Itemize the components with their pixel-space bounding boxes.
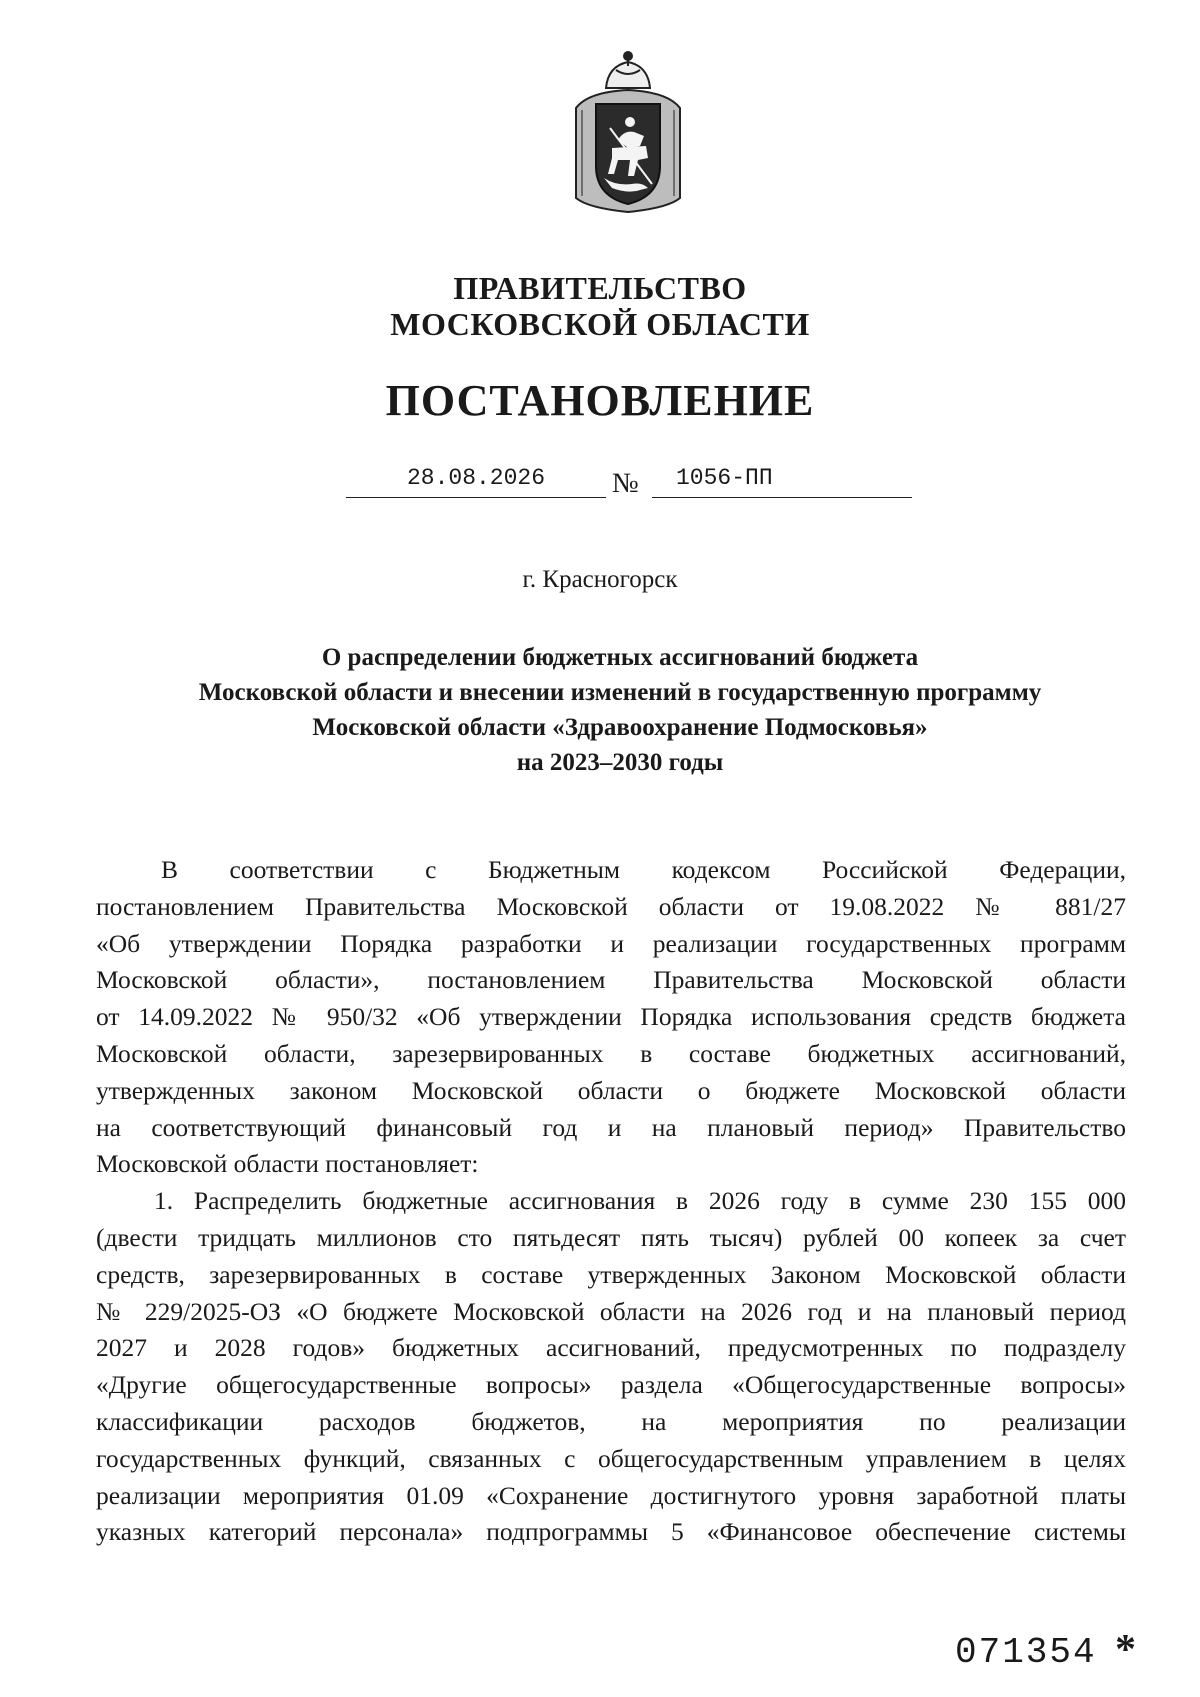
- body-line: реализации мероприятия 01.09 «Сохранение достигнутого уровня заработной платы: [96, 1480, 1126, 1510]
- serial-mark: *: [1115, 1627, 1136, 1673]
- body-line: на соответствующий финансовый год и на плановый период» Правительство: [96, 1112, 1126, 1142]
- body-line: Московской области постановляет:: [96, 1149, 479, 1179]
- body-line: «Об утверждении Порядка разработки и реализации государственных программ: [96, 928, 1126, 958]
- document-type-title: ПОСТАНОВЛЕНИЕ: [385, 376, 815, 425]
- body-line: классификации расходов бюджетов, на мероприятия по реализации: [96, 1406, 1126, 1436]
- body-line: указных категорий персонала» подпрограммы 5 «Финансовое обеспечение системы: [96, 1517, 1126, 1547]
- title-line: Московской области «Здравоохранение Подмосковья»: [312, 714, 928, 741]
- document-body: [96, 852, 1126, 1551]
- body-line: от 14.09.2022 № 950/32 «Об утверждении Порядка использования средств бюджета: [96, 1002, 1126, 1032]
- organization-name-line1: ПРАВИТЕЛЬСТВО: [453, 270, 747, 306]
- body-line: (двести тридцать миллионов сто пятьдесят пять тысяч) рублей 00 копеек за счет: [96, 1222, 1126, 1252]
- number-sign: №: [612, 468, 639, 499]
- serial-number: 071354: [955, 1632, 1097, 1673]
- document-number: 1056-ПП: [676, 465, 773, 491]
- number-underline: [652, 497, 912, 498]
- city-name: г. Красногорск: [522, 566, 678, 593]
- coat-of-arms-emblem: [568, 48, 688, 218]
- body-line: средств, зарезервированных в составе утвержденных Законом Московской области: [96, 1259, 1126, 1289]
- body-line: постановлением Правительства Московской области от 19.08.2022 № 881/27: [96, 891, 1126, 921]
- title-line: О распределении бюджетных ассигнований бюджета: [321, 644, 919, 671]
- title-line: Московской области и внесении изменений в государственную программу: [198, 679, 1042, 706]
- body-line: утвержденных законом Московской области о бюджете Московской области: [96, 1075, 1126, 1105]
- body-line: Московской области», постановлением Правительства Московской области: [96, 965, 1126, 995]
- body-line: «Другие общегосударственные вопросы» раздела «Общегосударственные вопросы»: [96, 1370, 1126, 1400]
- organization-name-line2: МОСКОВСКОЙ ОБЛАСТИ: [390, 306, 810, 342]
- body-line: В соответствии с Бюджетным кодексом Российской Федерации,: [161, 855, 1126, 884]
- body-line: Московской области, зарезервированных в составе бюджетных ассигнований,: [96, 1038, 1126, 1068]
- body-line: 1. Распределить бюджетные ассигнования в 2026 году в сумме 230 155 000: [154, 1186, 1126, 1216]
- body-line: № 229/2025-ОЗ «О бюджете Московской области на 2026 год и на плановый период: [96, 1296, 1126, 1326]
- body-line: государственных функций, связанных с общегосударственным управлением в целях: [96, 1443, 1126, 1473]
- title-line: на 2023–2030 годы: [516, 749, 724, 776]
- document-date: 28.08.2026: [406, 465, 546, 491]
- body-line: 2027 и 2028 годов» бюджетных ассигнований, предусмотренных по подразделу: [96, 1333, 1126, 1363]
- date-underline: [346, 497, 606, 498]
- document-title: [100, 640, 1140, 780]
